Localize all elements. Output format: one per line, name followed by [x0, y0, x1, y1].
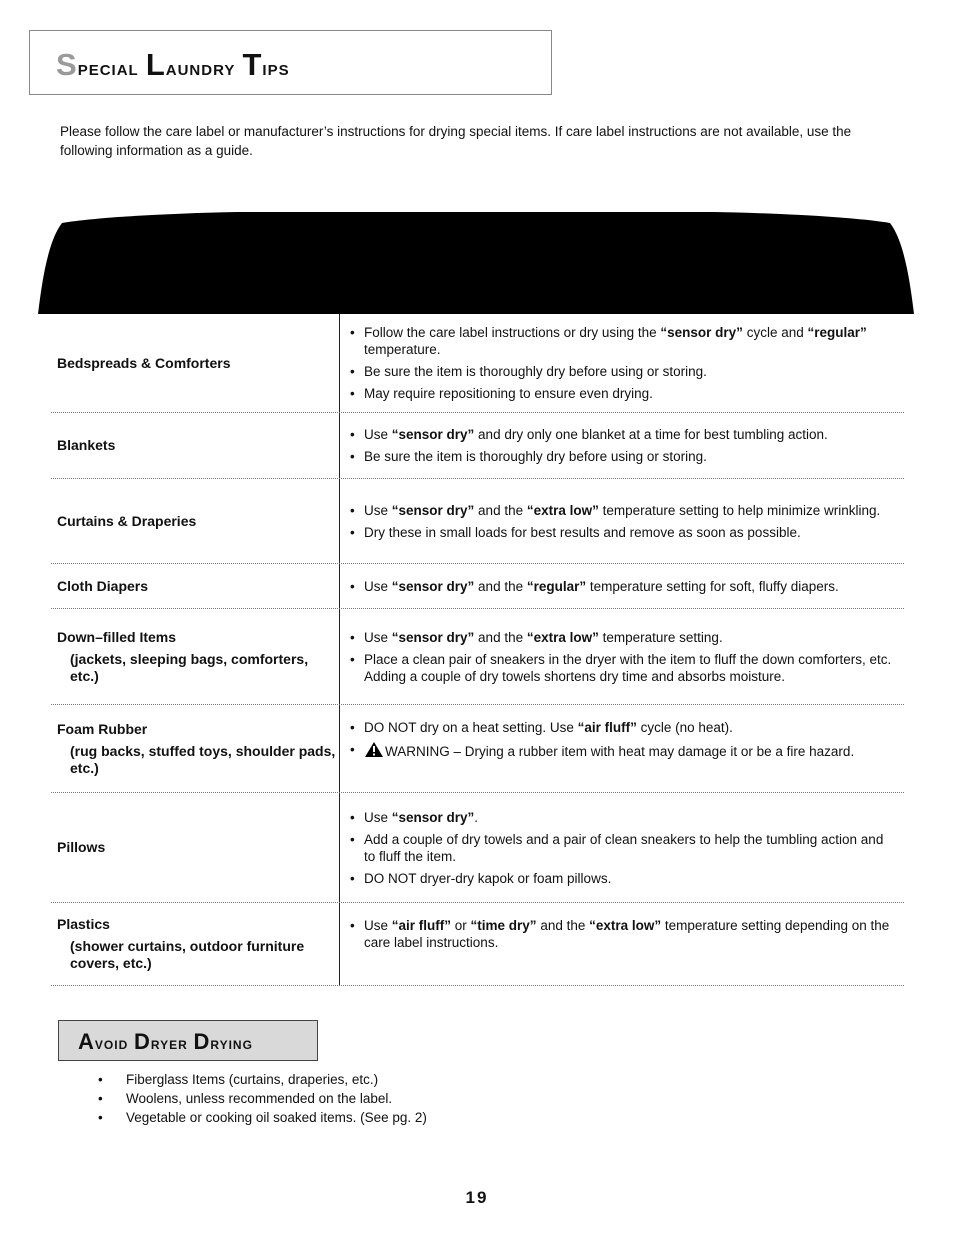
table-row: [51, 479, 904, 564]
instructions-cell: [340, 479, 904, 563]
bullet-marker: •: [350, 870, 355, 886]
instruction-text: DO NOT dryer-dry kapok or foam pillows.: [364, 870, 612, 886]
item-name: Blankets: [57, 437, 116, 453]
bullet-marker: •: [350, 809, 355, 825]
instruction-bullet: [350, 524, 898, 541]
bullet-marker: •: [98, 1091, 103, 1106]
item-name: Down–filled Items: [57, 628, 177, 645]
instruction-text: May require repositioning to ensure even drying.: [364, 386, 653, 401]
instruction-bullet: [350, 831, 898, 865]
instruction-text: Add a couple of dry towels and a pair of clean sneakers to help the tumbling action and to fluff the item.: [364, 831, 884, 864]
item-name: Plastics: [57, 916, 110, 932]
table-row: [51, 903, 904, 986]
instruction-text: Use “sensor dry”.: [364, 809, 479, 825]
item-cell: [51, 903, 340, 985]
instruction-bullet: [350, 363, 898, 380]
instruction-text: Use “sensor dry” and the “extra low” temperature setting.: [364, 629, 723, 645]
item-name: Curtains & Draperies: [57, 512, 197, 529]
bullet-marker: •: [350, 578, 355, 594]
item-name: Bedspreads & Comforters: [57, 354, 231, 371]
bullet-marker: •: [350, 524, 355, 540]
instruction-bullet: [350, 651, 898, 685]
instruction-text: Use “sensor dry” and the “regular” temperature setting for soft, fluffy diapers.: [364, 578, 839, 594]
bullet-marker: •: [350, 427, 355, 442]
avoid-dryer-drying-heading: [58, 1020, 318, 1061]
instructions-cell: [340, 609, 904, 704]
bullet-marker: •: [350, 918, 355, 933]
item-name: Cloth Diapers: [57, 577, 149, 594]
bullet-marker: •: [350, 449, 355, 464]
list-item-text: Woolens, unless recommended on the label.: [126, 1091, 393, 1106]
item-name: Pillows: [57, 839, 106, 855]
item-examples: (jackets, sleeping bags, comforters, etc.): [70, 650, 309, 684]
instruction-text: Be sure the item is thoroughly dry before using or storing.: [364, 449, 707, 464]
instruction-text: Use “air fluff” or “time dry” and the “extra low” temperature setting depending on the care label instructions.: [364, 918, 890, 950]
instruction-text: Follow the care label instructions or dry using the “sensor dry” cycle and “regular” temperature.: [364, 325, 867, 357]
intro-paragraph: Please follow the care label or manufacturer’s instructions for drying special items. If care label instructions are not available, use the following information as a guide.: [60, 124, 852, 158]
item-cell: [51, 314, 340, 412]
bullet-marker: •: [350, 325, 355, 340]
item-cell: [51, 609, 340, 704]
instruction-bullet: [350, 870, 898, 887]
bullet-marker: •: [350, 831, 355, 847]
instruction-bullet: [350, 502, 898, 519]
item-cell: [51, 413, 340, 478]
instructions-cell: [340, 793, 904, 902]
item-examples: (rug backs, stuffed toys, shoulder pads, etc.): [70, 742, 336, 776]
list-item: [98, 1089, 698, 1108]
instructions-cell: [340, 314, 904, 412]
instruction-text: WARNING – Drying a rubber item with heat may damage it or be a fire hazard.: [364, 741, 898, 760]
item-name: Foam Rubber: [57, 720, 148, 737]
bullet-marker: •: [350, 742, 355, 757]
table-row: [51, 793, 904, 903]
laundry-tips-table: [51, 314, 904, 986]
instruction-text: Use “sensor dry” and the “extra low” temperature setting to help minimize wrinkling.: [364, 502, 881, 518]
instruction-bullet: [350, 324, 898, 358]
instruction-bullet: [350, 385, 898, 402]
list-item-text: Vegetable or cooking oil soaked items. (See pg. 2): [126, 1110, 427, 1125]
instructions-cell: [340, 564, 904, 608]
bullet-marker: •: [350, 502, 355, 518]
instruction-text: Place a clean pair of sneakers in the dryer with the item to fluff the down comforters, etc. Adding a couple of dry towels shortens dry time and absorbs moisture.: [364, 651, 892, 684]
list-item: [98, 1070, 698, 1089]
table-row: [51, 609, 904, 705]
bullet-marker: •: [350, 651, 355, 667]
bullet-marker: •: [350, 629, 355, 645]
instruction-bullet: [350, 629, 898, 646]
instruction-bullet: [350, 917, 898, 951]
page-title-box: [29, 30, 552, 95]
instruction-bullet: [350, 578, 898, 595]
list-item-text: Fiberglass Items (curtains, draperies, etc.): [126, 1072, 379, 1087]
table-row: [51, 705, 904, 793]
instruction-text: Be sure the item is thoroughly dry before using or storing.: [364, 364, 707, 379]
page-title: Special Laundry Tips: [56, 47, 290, 82]
instruction-text: Use “sensor dry” and dry only one blanket at a time for best tumbling action.: [364, 427, 828, 442]
instruction-text: DO NOT dry on a heat setting. Use “air fluff” cycle (no heat).: [364, 720, 733, 735]
table-header-banner: [38, 211, 914, 314]
item-cell: [51, 793, 340, 902]
instruction-bullet: [350, 426, 898, 443]
item-cell: [51, 564, 340, 608]
list-item: [98, 1108, 698, 1127]
instructions-cell: [340, 705, 904, 792]
instruction-bullet: [350, 719, 898, 736]
item-examples: (shower curtains, outdoor furniture covers, etc.): [70, 938, 305, 971]
table-row: [51, 314, 904, 413]
instruction-bullet: [350, 448, 898, 465]
bullet-marker: •: [98, 1072, 103, 1087]
table-row: [51, 413, 904, 479]
instruction-bullet: [350, 741, 898, 760]
avoid-list: [98, 1070, 698, 1127]
warning-icon: [364, 741, 384, 758]
bullet-marker: •: [350, 364, 355, 379]
instructions-cell: [340, 903, 904, 985]
instruction-text: Dry these in small loads for best results and remove as soon as possible.: [364, 524, 801, 540]
item-cell: [51, 479, 340, 563]
item-cell: [51, 705, 340, 792]
bullet-marker: •: [350, 386, 355, 401]
instructions-cell: [340, 413, 904, 478]
avoid-heading-text: Avoid Dryer Drying: [78, 1029, 253, 1054]
table-row: [51, 564, 904, 609]
instruction-bullet: [350, 809, 898, 826]
bullet-marker: •: [98, 1110, 103, 1125]
page-number: 19: [465, 1188, 489, 1207]
bullet-marker: •: [350, 720, 355, 735]
